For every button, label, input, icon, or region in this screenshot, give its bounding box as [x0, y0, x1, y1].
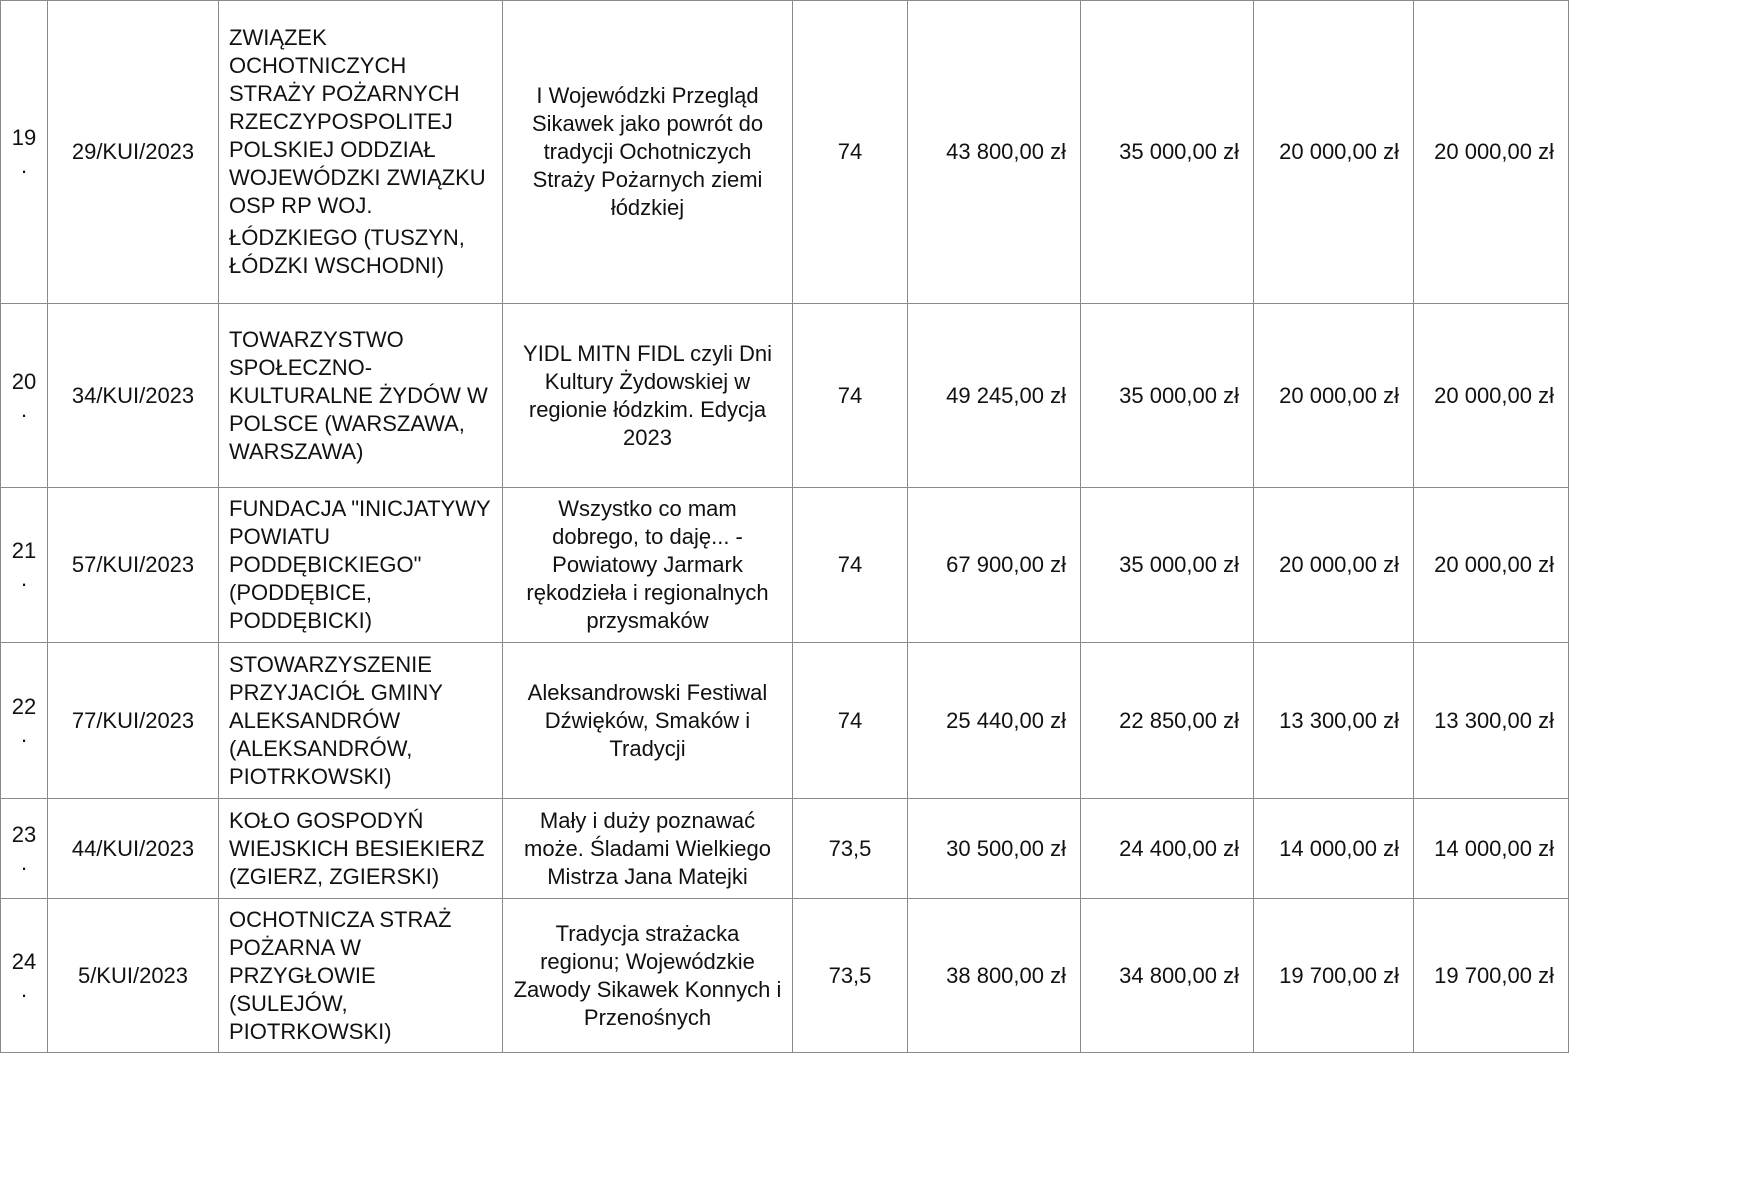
granted-amount-cell: 20 000,00 zł [1414, 304, 1569, 488]
requested-amount-cell: 24 400,00 zł [1081, 799, 1254, 899]
requested-amount-cell: 34 800,00 zł [1081, 899, 1254, 1053]
applicant-name-part: KOŁO GOSPODYŃ WIEJSKICH BESIEKIERZ (ZGIERZ, ZGIERSKI) [229, 807, 485, 889]
row-number-cell [1, 799, 48, 899]
applicant-name-part: ŁÓDZKIEGO (TUSZYN, ŁÓDZKI WSCHODNI) [229, 225, 465, 278]
table-body [1, 1, 1569, 1053]
row-number: 20 [11, 368, 37, 394]
granted-amount-cell: 19 700,00 zł [1414, 899, 1569, 1053]
applicant-name-cell [219, 488, 503, 643]
applicant-name-part: OCHOTNICZA STRAŻ POŻARNA W PRZYGŁOWIE (SULEJÓW, PIOTRKOWSKI) [229, 906, 452, 1044]
requested-amount-cell: 35 000,00 zł [1081, 1, 1254, 304]
requested-amount-cell: 22 850,00 zł [1081, 643, 1254, 799]
granted-amount-cell: 13 300,00 zł [1414, 643, 1569, 799]
applicant-name-part: TOWARZYSTWO SPOŁECZNO-KULTURALNE ŻYDÓW W POLSCE (WARSZAWA, WARSZAWA) [229, 326, 488, 464]
total-cost-cell: 25 440,00 zł [908, 643, 1081, 799]
row-number-dot: . [20, 976, 28, 1002]
proposed-amount-cell: 20 000,00 zł [1254, 488, 1414, 643]
task-title-cell: Tradycja strażacka regionu; Wojewódzkie Zawody Sikawek Konnych i Przenośnych [503, 899, 793, 1053]
task-title-cell: I Wojewódzki Przegląd Sikawek jako powrót do tradycji Ochotniczych Straży Pożarnych ziemi łódzkiej [503, 1, 793, 304]
application-number-cell: 77/KUI/2023 [48, 643, 219, 799]
applicant-name-cell [219, 304, 503, 488]
task-title-cell: YIDL MITN FIDL czyli Dni Kultury Żydowskiej w regionie łódzkim. Edycja 2023 [503, 304, 793, 488]
table-row [1, 899, 1569, 1053]
row-number: 24 [11, 948, 37, 974]
applicant-name-cell [219, 643, 503, 799]
row-number-cell [1, 643, 48, 799]
table-row [1, 304, 1569, 488]
total-cost-cell: 43 800,00 zł [908, 1, 1081, 304]
total-cost-cell: 30 500,00 zł [908, 799, 1081, 899]
application-number-cell: 57/KUI/2023 [48, 488, 219, 643]
table-row [1, 1, 1569, 304]
score-cell: 74 [793, 1, 908, 304]
row-number-dot: . [20, 396, 28, 422]
requested-amount-cell: 35 000,00 zł [1081, 488, 1254, 643]
application-number-cell: 44/KUI/2023 [48, 799, 219, 899]
proposed-amount-cell: 20 000,00 zł [1254, 1, 1414, 304]
table-row [1, 799, 1569, 899]
total-cost-cell: 38 800,00 zł [908, 899, 1081, 1053]
requested-amount-cell: 35 000,00 zł [1081, 304, 1254, 488]
proposed-amount-cell: 14 000,00 zł [1254, 799, 1414, 899]
score-cell: 74 [793, 488, 908, 643]
score-cell: 74 [793, 643, 908, 799]
task-title-cell: Aleksandrowski Festiwal Dźwięków, Smaków i Tradycji [503, 643, 793, 799]
total-cost-cell: 49 245,00 zł [908, 304, 1081, 488]
applicant-name-cell [219, 899, 503, 1053]
score-cell: 73,5 [793, 799, 908, 899]
row-number-cell [1, 488, 48, 643]
application-number-cell: 5/KUI/2023 [48, 899, 219, 1053]
granted-amount-cell: 20 000,00 zł [1414, 1, 1569, 304]
application-number-cell: 29/KUI/2023 [48, 1, 219, 304]
row-number: 21 [11, 538, 37, 563]
row-number: 19 [11, 125, 37, 150]
table-row [1, 643, 1569, 799]
row-number: 22 [11, 693, 37, 719]
task-title-cell: Wszystko co mam dobrego, to daję... - Powiatowy Jarmark rękodzieła i regionalnych przysmaków [503, 488, 793, 643]
applicant-name-part: ZWIĄZEK OCHOTNICZYCH STRAŻY POŻARNYCH RZECZYPOSPOLITEJ POLSKIEJ ODDZIAŁ WOJEWÓDZKI ZWIĄZKU OSP RP WOJ. [229, 25, 486, 218]
applicant-name-part: FUNDACJA "INICJATYWY POWIATU PODDĘBICKIEGO" (PODDĘBICE, PODDĘBICKI) [229, 496, 491, 633]
table-row [1, 488, 1569, 643]
applicant-name-part: STOWARZYSZENIE PRZYJACIÓŁ GMINY ALEKSANDRÓW (ALEKSANDRÓW, PIOTRKOWSKI) [229, 651, 443, 789]
row-number-dot: . [20, 721, 28, 747]
row-number-cell [1, 899, 48, 1053]
row-number-dot: . [20, 153, 28, 178]
granted-amount-cell: 14 000,00 zł [1414, 799, 1569, 899]
application-number-cell: 34/KUI/2023 [48, 304, 219, 488]
total-cost-cell: 67 900,00 zł [908, 488, 1081, 643]
score-cell: 74 [793, 304, 908, 488]
proposed-amount-cell: 13 300,00 zł [1254, 643, 1414, 799]
score-cell: 73,5 [793, 899, 908, 1053]
proposed-amount-cell: 19 700,00 zł [1254, 899, 1414, 1053]
proposed-amount-cell: 20 000,00 zł [1254, 304, 1414, 488]
granted-amount-cell: 20 000,00 zł [1414, 488, 1569, 643]
applicant-name-cell [219, 799, 503, 899]
applicant-name-cell [219, 1, 503, 304]
row-number-dot: . [20, 849, 28, 875]
row-number-cell [1, 1, 48, 304]
row-number-dot: . [20, 566, 28, 591]
row-number: 23 [11, 821, 37, 847]
task-title-cell: Mały i duży poznawać może. Śladami Wielkiego Mistrza Jana Matejki [503, 799, 793, 899]
row-number-cell [1, 304, 48, 488]
